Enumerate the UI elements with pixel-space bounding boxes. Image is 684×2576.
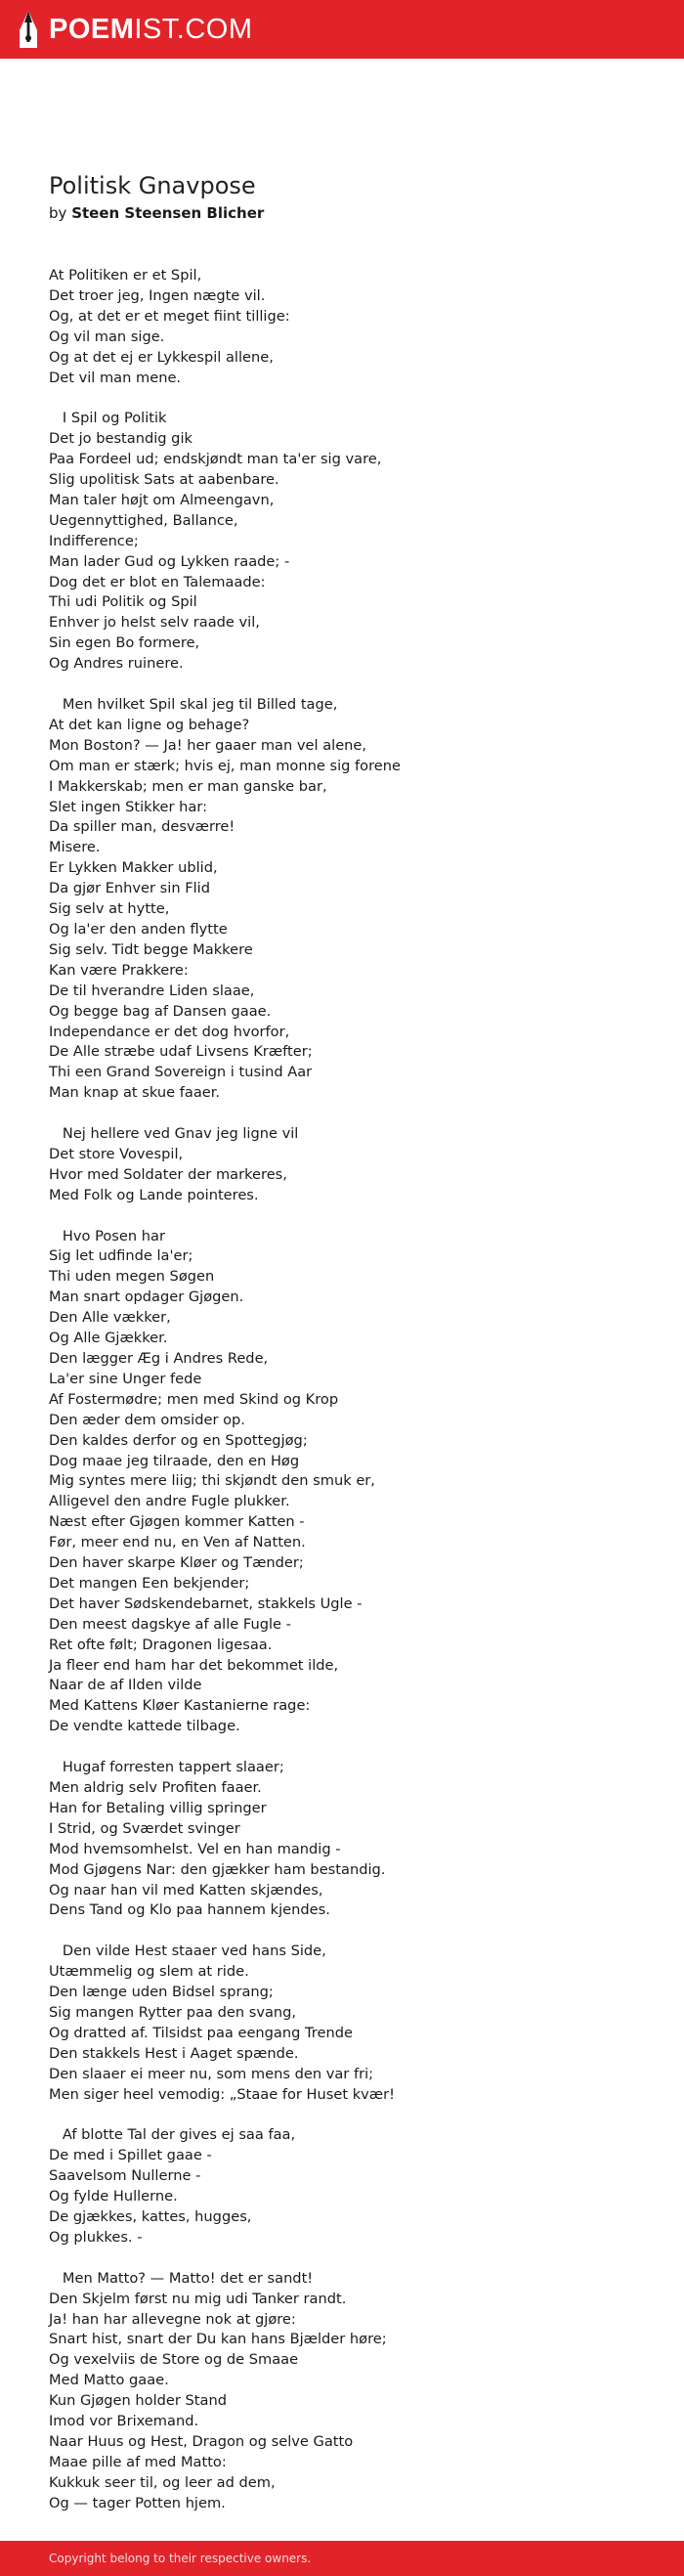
poem-line: Thi udi Politik og Spil [49,593,197,611]
poem-line: Snart hist, snart der Du kan hans Bjælder høre; [49,2331,387,2348]
poem-line: Og — tager Potten hjem. [49,2494,226,2511]
poem-stanza [49,409,684,675]
poem-line: Det mangen Een bekjender; [49,1574,250,1592]
poem-line: Den haver skarpe Kløer og Tænder; [49,1554,304,1572]
pen-nib-logo-icon[interactable] [18,9,39,50]
poem-body [49,266,684,2514]
poem-line: Sig selv. Tidt begge Makkere [49,940,253,958]
site-header [0,0,684,59]
poem-title: Politisk Gnavpose [49,172,256,199]
poem-line: Mig syntes mere liig; thi skjøndt den smuk er, [49,1472,375,1490]
poem-line: Den meest dagskye af alle Fugle - [49,1615,291,1633]
poem-line: Og plukkes. - [49,2228,143,2246]
poem-line: Sig let udfinde la'er; [49,1247,193,1265]
poem-line: Uegennyttighed, Ballance, [49,511,238,529]
poem-line: Og dratted af. Tilsidst paa eengang Trende [49,2024,353,2041]
poem-line: Man taler højt om Almeengavn, [49,491,275,508]
poem-line: Den Alle vækker, [49,1309,171,1327]
poem-line: Maae pille af med Matto: [49,2453,227,2470]
author-name: Steen Steensen Blicher [71,204,265,222]
poem-line: Men aldrig selv Profiten faaer. [49,1778,262,1796]
poem-line: Den længe uden Bidsel sprang; [49,1984,274,2001]
poem-line: Af Fostermødre; men med Skind og Krop [49,1390,339,1408]
poem-line: At det kan ligne og behage? [49,716,250,733]
poem-line: De Alle stræbe udaf Livsens Kræfter; [49,1043,313,1061]
poem-line: Indifference; [49,532,139,549]
poem-line: Før, meer end nu, en Ven af Natten. [49,1534,306,1551]
poem-line: Sig mangen Rytter paa den svang, [49,2003,297,2021]
poem-stanza [49,2125,684,2248]
poem-line: Sin egen Bo formere, [49,634,200,652]
poem-line: Det haver Sødskendebarnet, stakkels Ugle - [49,1594,363,1612]
site-logo[interactable] [49,13,253,45]
poem-line: Saavelsom Nullerne - [49,2167,201,2185]
poem-line: Alligevel den andre Fugle plukker. [49,1493,290,1510]
poem-line: La'er sine Unger fede [49,1370,202,1387]
poem-line: De med i Spillet gaae - [49,2147,212,2164]
poem-line: De gjækkes, kattes, hugges, [49,2207,252,2225]
poem-line: Kan være Prakkere: [49,961,189,979]
poem-line: Af blotte Tal der gives ej saa faa, [49,2126,296,2144]
poem-line: Slet ingen Stikker har: [49,798,207,815]
poem-byline [49,203,684,223]
poem-line: Nej hellere ved Gnav jeg ligne vil [49,1125,299,1143]
by-label: by [49,204,67,222]
poem-line: I Strid, og Sværdet svinger [49,1819,240,1837]
poem-line: Naar de af Ilden vilde [49,1677,202,1694]
poem-line: Man lader Gud og Lykken raade; - [49,552,290,570]
poem-line: Og fylde Hullerne. [49,2188,178,2205]
poem-line: Man snart opdager Gjøgen. [49,1288,244,1306]
poem-line: De vendte kattede tilbage. [49,1718,240,1735]
site-footer [0,2541,684,2576]
poem-line: Det vil man mene. [49,369,182,386]
poem-line: Mod Gjøgens Nar: den gjækker ham bestandig. [49,1860,386,1878]
poem-line: I Makkerskab; men er man ganske bar, [49,777,327,795]
poem-line: Og Alle Gjækker. [49,1330,168,1347]
poem-line: Hugaf forresten tappert slaaer; [49,1759,284,1776]
poem-line: Da spiller man, desværre! [49,818,235,836]
poem-line: Med Kattens Kløer Kastanierne rage: [49,1697,311,1715]
poem-line: Sig selv at hytte, [49,900,170,918]
poem-line: Ret ofte følt; Dragonen ligesaa. [49,1636,273,1653]
poem-line: Da gjør Enhver sin Flid [49,880,210,897]
poem-line: Og la'er den anden flytte [49,920,228,938]
poem-line: Dog det er blot en Talemaade: [49,573,266,590]
poem-line: Hvo Posen har [49,1227,165,1244]
poem-line: Naar Huus og Hest, Dragon og selve Gatto [49,2432,354,2450]
poem-line: Den lægger Æg i Andres Rede, [49,1349,269,1367]
poem-line: Den kaldes derfor og en Spottegjøg; [49,1431,308,1449]
poem-line: Og vexelviis de Store og de Smaae [49,2351,299,2369]
poem-line: Dens Tand og Klo paa hannem kjendes. [49,1901,330,1919]
poem-line: Kukkuk seer til, og leer ad dem, [49,2473,276,2491]
poem-stanza [49,1227,684,1738]
poem-line: Imod vor Brixemand. [49,2413,199,2430]
poem-line: Dog maae jeg tilraade, den en Høg [49,1452,300,1469]
poem-stanza [49,1124,684,1206]
poem-line: At Politiken er et Spil, [49,267,202,284]
poem-line: Om man er stærk; hvis ej, man monne sig forene [49,757,401,774]
poem-line: Mod hvemsomhelst. Vel en han mandig - [49,1840,341,1857]
poem-line: Men Matto? — Matto! det er sandt! [49,2269,314,2287]
poem-content [0,59,684,2514]
poem-line: Og naar han vil med Katten skjændes, [49,1881,323,1899]
poem-line: Næst efter Gjøgen kommer Katten - [49,1513,305,1531]
poem-line: Og vil man sige. [49,327,165,345]
poem-line: Kun Gjøgen holder Stand [49,2392,227,2410]
poem-stanza [49,695,684,1104]
poem-line: Er Lykken Makker ublid, [49,859,218,877]
poem-line: Det store Vovespil, [49,1145,184,1162]
poem-line: Independance er det dog hvorfor, [49,1023,290,1040]
poem-line: Den slaaer ei meer nu, som mens den var fri; [49,2065,374,2082]
poem-line: Den Skjelm først nu mig udi Tanker randt. [49,2290,347,2307]
poem-line: Utæmmelig og slem at ride. [49,1963,249,1981]
poem-line: Slig upolitisk Sats at aabenbare. [49,471,279,489]
poem-line: Og at det ej er Lykkespil allene, [49,348,274,366]
poem-line: Den æder dem omsider op. [49,1411,245,1428]
poem-stanza [49,1942,684,2105]
poem-line: Og, at det er et meget fiint tillige: [49,307,290,325]
logo-light-text: IST.COM [134,13,253,45]
poem-line: De til hverandre Liden slaae, [49,982,255,999]
poem-line: Man knap at skue faaer. [49,1084,221,1102]
poem-line: Ja fleer end ham har det bekommet ilde, [49,1656,339,1674]
poem-line: Den stakkels Hest i Aaget spænde. [49,2044,299,2062]
poem-line: I Spil og Politik [49,410,167,427]
poem-stanza [49,266,684,388]
poem-line: Thi een Grand Sovereign i tusind Aar [49,1064,313,1081]
poem-line: Men siger heel vemodig: „Staae for Huset kvær! [49,2085,395,2103]
poem-line: Med Folk og Lande pointeres. [49,1186,259,1203]
poem-line: Misere. [49,839,101,856]
poem-stanza [49,2269,684,2514]
poem-line: Han for Betaling villig springer [49,1799,267,1816]
poem-line: Ja! han har allevegne nok at gjøre: [49,2310,296,2328]
poem-line: Mon Boston? — Ja! her gaaer man vel alene, [49,736,367,754]
poem-stanza [49,1758,684,1921]
poem-line: Og Andres ruinere. [49,655,184,673]
poem-line: Med Matto gaae. [49,2372,169,2389]
poem-line: Enhver jo helst selv raade vil, [49,614,260,632]
poem-line: Det jo bestandig gik [49,430,192,448]
poem-line: Den vilde Hest staaer ved hans Side, [49,1943,326,1960]
poem-line: Men hvilket Spil skal jeg til Billed tage, [49,696,338,713]
poem-line: Og begge bag af Dansen gaae. [49,1002,272,1020]
poem-line: Det troer jeg, Ingen nægte vil. [49,286,266,304]
poem-line: Hvor med Soldater der markeres, [49,1165,287,1183]
copyright-text: Copyright belong to their respective owners. [49,2552,312,2565]
poem-line: Thi uden megen Søgen [49,1268,215,1286]
poem-line: Paa Fordeel ud; endskjøndt man ta'er sig vare, [49,451,382,468]
logo-bold-text: POEM [49,13,135,45]
